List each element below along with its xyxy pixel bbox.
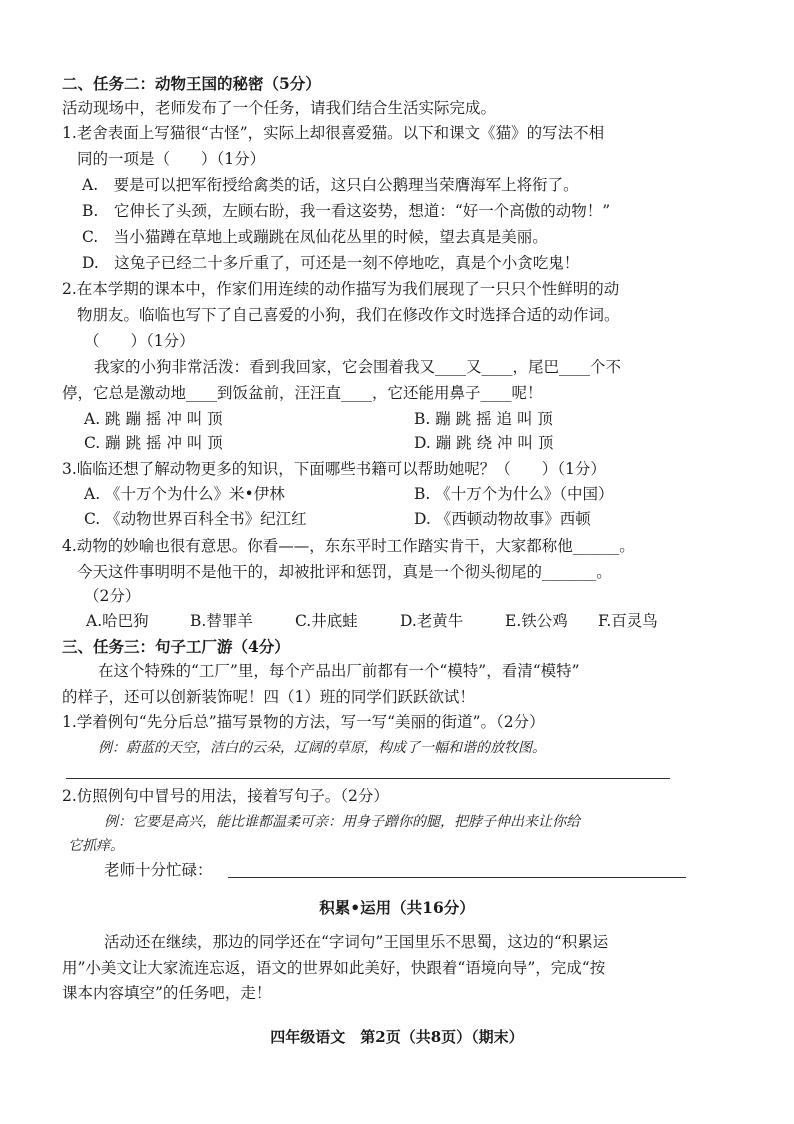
q4-option-f: F.百灵鸟 bbox=[598, 612, 658, 630]
section2-title: 二、任务二：动物王国的秘密（5分） bbox=[62, 74, 321, 93]
q3-option-d: D. 《西顿动物故事》西顿 bbox=[414, 510, 591, 528]
s3-q1-line1: 1.学着例句“先分后总”描写景物的方法，写一写“美丽的街道”。（2分） bbox=[62, 713, 545, 731]
section4-para-line3: 课本内容填空”的任务吧，走！ bbox=[62, 984, 272, 1002]
s3-q2-prompt: 老师十分忙碌： bbox=[104, 861, 213, 879]
q2-line1: 2.在本学期的课本中，作家们用连续的动作描写为我们展现了一只只个性鲜明的动 bbox=[62, 280, 620, 298]
q1-option-c: C. 当小猫蹲在草地上或蹦跳在凤仙花丛里的时候，望去真是美丽。 bbox=[82, 228, 548, 246]
q2-paragraph-line2: 停，它总是激动地____到饭盆前，汪汪直____，它还能用鼻子____呢！ bbox=[62, 384, 543, 402]
q1-option-a: A. 要是可以把军衔授给禽类的话，这只白公鹅理当荣膺海军上将衔了。 bbox=[82, 176, 579, 194]
section4-title: 积累•运用（共16分） bbox=[319, 898, 475, 917]
q2-line3: （ ）（1分） bbox=[84, 332, 195, 350]
q2-paragraph-line1: 我家的小狗非常活泼：看到我回家，它会围着我又____又____，尾巴____个不 bbox=[94, 358, 622, 376]
s3-q2-example-line1: 例：它要是高兴，能比谁都温柔可亲：用身子蹭你的腿，把脖子伸出来让你给 bbox=[104, 814, 580, 830]
q2-option-a: A. 跳 蹦 摇 冲 叫 顶 bbox=[84, 410, 223, 428]
q2-option-c: C. 蹦 跳 摇 冲 叫 顶 bbox=[84, 434, 223, 452]
q1-line2: 同的一项是（ ）（1分） bbox=[77, 150, 266, 168]
q2-line2: 物朋友。临临也写下了自己喜爱的小狗，我们在修改作文时选择合适的动作词。 bbox=[77, 306, 620, 324]
q4-option-a: A.哈巴狗 bbox=[86, 612, 149, 630]
q2-option-d: D. 蹦 跳 绕 冲 叫 顶 bbox=[414, 434, 554, 452]
q4-option-c: C.井底蛙 bbox=[295, 612, 358, 630]
s3-q1-answer-line[interactable] bbox=[66, 778, 670, 779]
q1-option-b: B. 它伸长了头颈，左顾右盼，我一看这姿势，想道：“好一个高傲的动物！” bbox=[82, 202, 611, 220]
q1-line1: 1.老舍表面上写猫很“古怪”，实际上却很喜爱猫。以下和课文《猫》的写法不相 bbox=[62, 124, 605, 142]
q3-option-c: C. 《动物世界百科全书》纪江红 bbox=[84, 510, 307, 528]
q4-option-e: E.铁公鸡 bbox=[505, 612, 568, 630]
section4-para-line1: 活动还在继续，那边的同学还在“字词句”王国里乐不思蜀，这边的“积累运 bbox=[104, 933, 609, 951]
q4-option-d: D.老黄牛 bbox=[400, 612, 464, 630]
page-footer: 四年级语文 第2页（共8页）（期末） bbox=[270, 1028, 524, 1046]
q3-option-a: A. 《十万个为什么》米•伊林 bbox=[84, 485, 285, 503]
q3-option-b: B. 《十万个为什么》（中国） bbox=[414, 485, 614, 503]
q4-line2: 今天这件事明明不是他干的，却被批评和惩罚，真是一个彻头彻尾的_______。 bbox=[77, 563, 612, 581]
section2-intro: 活动现场中，老师发布了一个任务，请我们结合生活实际完成。 bbox=[62, 99, 497, 117]
q3-line1: 3.临临还想了解动物更多的知识，下面哪些书籍可以帮助她呢？（ ）（1分） bbox=[62, 460, 606, 478]
s3-q1-example: 例：蔚蓝的天空，洁白的云朵，辽阔的草原，构成了一幅和谐的放牧图。 bbox=[98, 740, 546, 756]
section3-title: 三、任务三：句子工厂游（4分） bbox=[62, 637, 290, 656]
q4-line1: 4.动物的妙喻也很有意思。你看——，东东平时工作踏实肯干，大家都称他______。 bbox=[62, 537, 635, 555]
s3-q2-answer-line[interactable] bbox=[228, 877, 686, 878]
section3-intro-line1: 在这个特殊的“工厂”里，每个产品出厂前都有一个“模特”，看清“模特” bbox=[98, 662, 580, 680]
section3-intro-line2: 的样子，还可以创新装饰呢！四（1）班的同学们跃跃欲试！ bbox=[62, 688, 475, 706]
q4-score: （2分） bbox=[84, 587, 141, 605]
q4-option-b: B.替罪羊 bbox=[190, 612, 253, 630]
q2-option-b: B. 蹦 跳 摇 追 叫 顶 bbox=[414, 410, 553, 428]
section4-para-line2: 用”小美文让大家流连忘返，语文的世界如此美好，快跟着“语境向导”，完成“按 bbox=[62, 959, 606, 977]
s3-q2-example-line2: 它抓痒。 bbox=[68, 838, 124, 854]
q1-option-d: D. 这兔子已经二十多斤重了，可还是一刻不停地吃，真是个小贪吃鬼！ bbox=[82, 254, 580, 272]
s3-q2-line1: 2.仿照例句中冒号的用法，接着写句子。（2分） bbox=[62, 787, 389, 805]
